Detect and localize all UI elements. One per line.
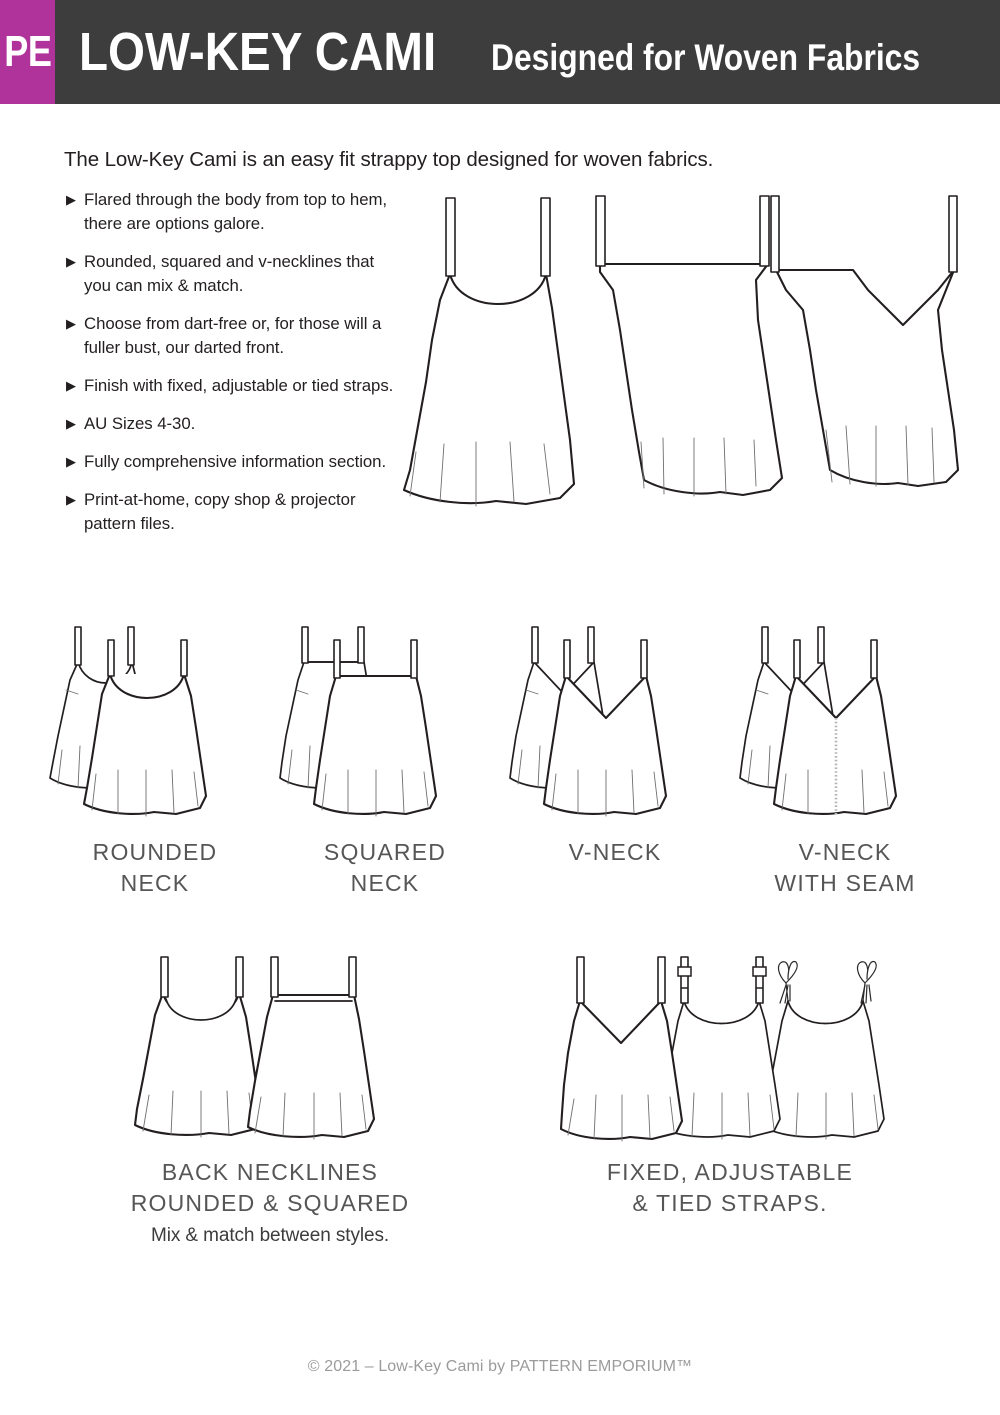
v-neck-illustration <box>508 618 723 833</box>
back-necklines-label: BACK NECKLINES ROUNDED & SQUARED <box>130 1159 410 1216</box>
variant-label-v-neck: V-NECK <box>568 839 662 865</box>
squared-neck-illustration <box>278 618 493 833</box>
list-item <box>66 188 396 236</box>
hero-cami-v-neck <box>771 196 958 486</box>
list-item <box>66 312 396 360</box>
intro-paragraph: The Low-Key Cami is an easy fit strappy top designed for woven fabrics. <box>64 148 714 171</box>
brand-logo-text: PE <box>3 27 52 76</box>
back-view-squared <box>248 957 374 1139</box>
back-view-rounded <box>135 957 261 1137</box>
cami-tied-straps <box>764 961 884 1139</box>
bow-knot-left-icon <box>779 961 798 1003</box>
brand-logo-block <box>0 0 55 104</box>
variant-v-neck-with-seam <box>730 618 960 899</box>
list-item <box>66 488 396 536</box>
bottom-panels-row <box>40 945 960 1247</box>
variant-v-neck <box>500 618 730 899</box>
v-neck-with-seam-illustration <box>738 618 953 833</box>
header-titles <box>79 22 990 82</box>
variant-label-squared-neck: SQUARED NECK <box>323 839 447 896</box>
variant-label-v-neck-with-seam: V-NECK WITH SEAM <box>774 839 916 896</box>
list-item <box>66 250 396 298</box>
page-subtitle: Designed for Woven Fabrics <box>490 37 920 78</box>
triangle-bullet-icon: ▶ <box>66 492 76 507</box>
hero-cami-rounded-neck <box>404 198 574 506</box>
list-item <box>66 374 396 398</box>
page-title: LOW-KEY CAMI <box>79 22 437 82</box>
triangle-bullet-icon: ▶ <box>66 254 76 269</box>
triangle-bullet-icon: ▶ <box>66 378 76 393</box>
back-necklines-illustration <box>125 945 415 1155</box>
list-item-label: Finish with fixed, adjustable or tied straps. <box>84 376 394 395</box>
list-item <box>66 450 396 474</box>
back-necklines-note: Mix & match between styles. <box>150 1225 390 1246</box>
strap-styles-illustration <box>560 945 900 1155</box>
variant-rounded-neck <box>40 618 270 899</box>
list-item-label: Print-at-home, copy shop & projector pattern files. <box>84 490 356 533</box>
list-item-label: AU Sizes 4-30. <box>84 414 196 433</box>
cami-fixed-straps <box>561 957 682 1141</box>
triangle-bullet-icon: ▶ <box>66 192 76 207</box>
panel-strap-styles <box>500 945 960 1247</box>
panel-back-necklines <box>40 945 500 1247</box>
triangle-bullet-icon: ▶ <box>66 316 76 331</box>
bow-knot-right-icon <box>858 961 877 1003</box>
v-neck-seam-front-view <box>774 640 896 815</box>
list-item <box>66 412 396 436</box>
hero-cami-trio-svg <box>398 190 968 510</box>
hero-cami-squared-neck <box>596 196 782 496</box>
v-neck-front-view <box>544 640 666 816</box>
triangle-bullet-icon: ▶ <box>66 416 76 431</box>
page-header <box>0 0 1000 104</box>
triangle-bullet-icon: ▶ <box>66 454 76 469</box>
strap-styles-label: FIXED, ADJUSTABLE & TIED STRAPS. <box>606 1159 854 1216</box>
list-item-label: Flared through the body from top to hem, there are options galore. <box>84 190 388 233</box>
list-item-label: Rounded, squared and v-necklines that you can mix & match. <box>84 252 375 295</box>
list-item-label: Fully comprehensive information section. <box>84 452 387 471</box>
neckline-variants-row <box>40 618 960 899</box>
rounded-neck-illustration <box>48 618 263 833</box>
variant-squared-neck <box>270 618 500 899</box>
footer-copyright: © 2021 – Low-Key Cami by PATTERN EMPORIUM™ <box>307 1358 693 1375</box>
hero-illustration <box>398 190 968 510</box>
list-item-label: Choose from dart-free or, for those will a fuller bust, our darted front. <box>84 314 382 357</box>
strap-slider-left-icon <box>678 967 691 976</box>
variant-label-rounded-neck: ROUNDED NECK <box>92 839 218 896</box>
feature-list <box>66 188 396 550</box>
strap-slider-right-icon <box>753 967 766 976</box>
